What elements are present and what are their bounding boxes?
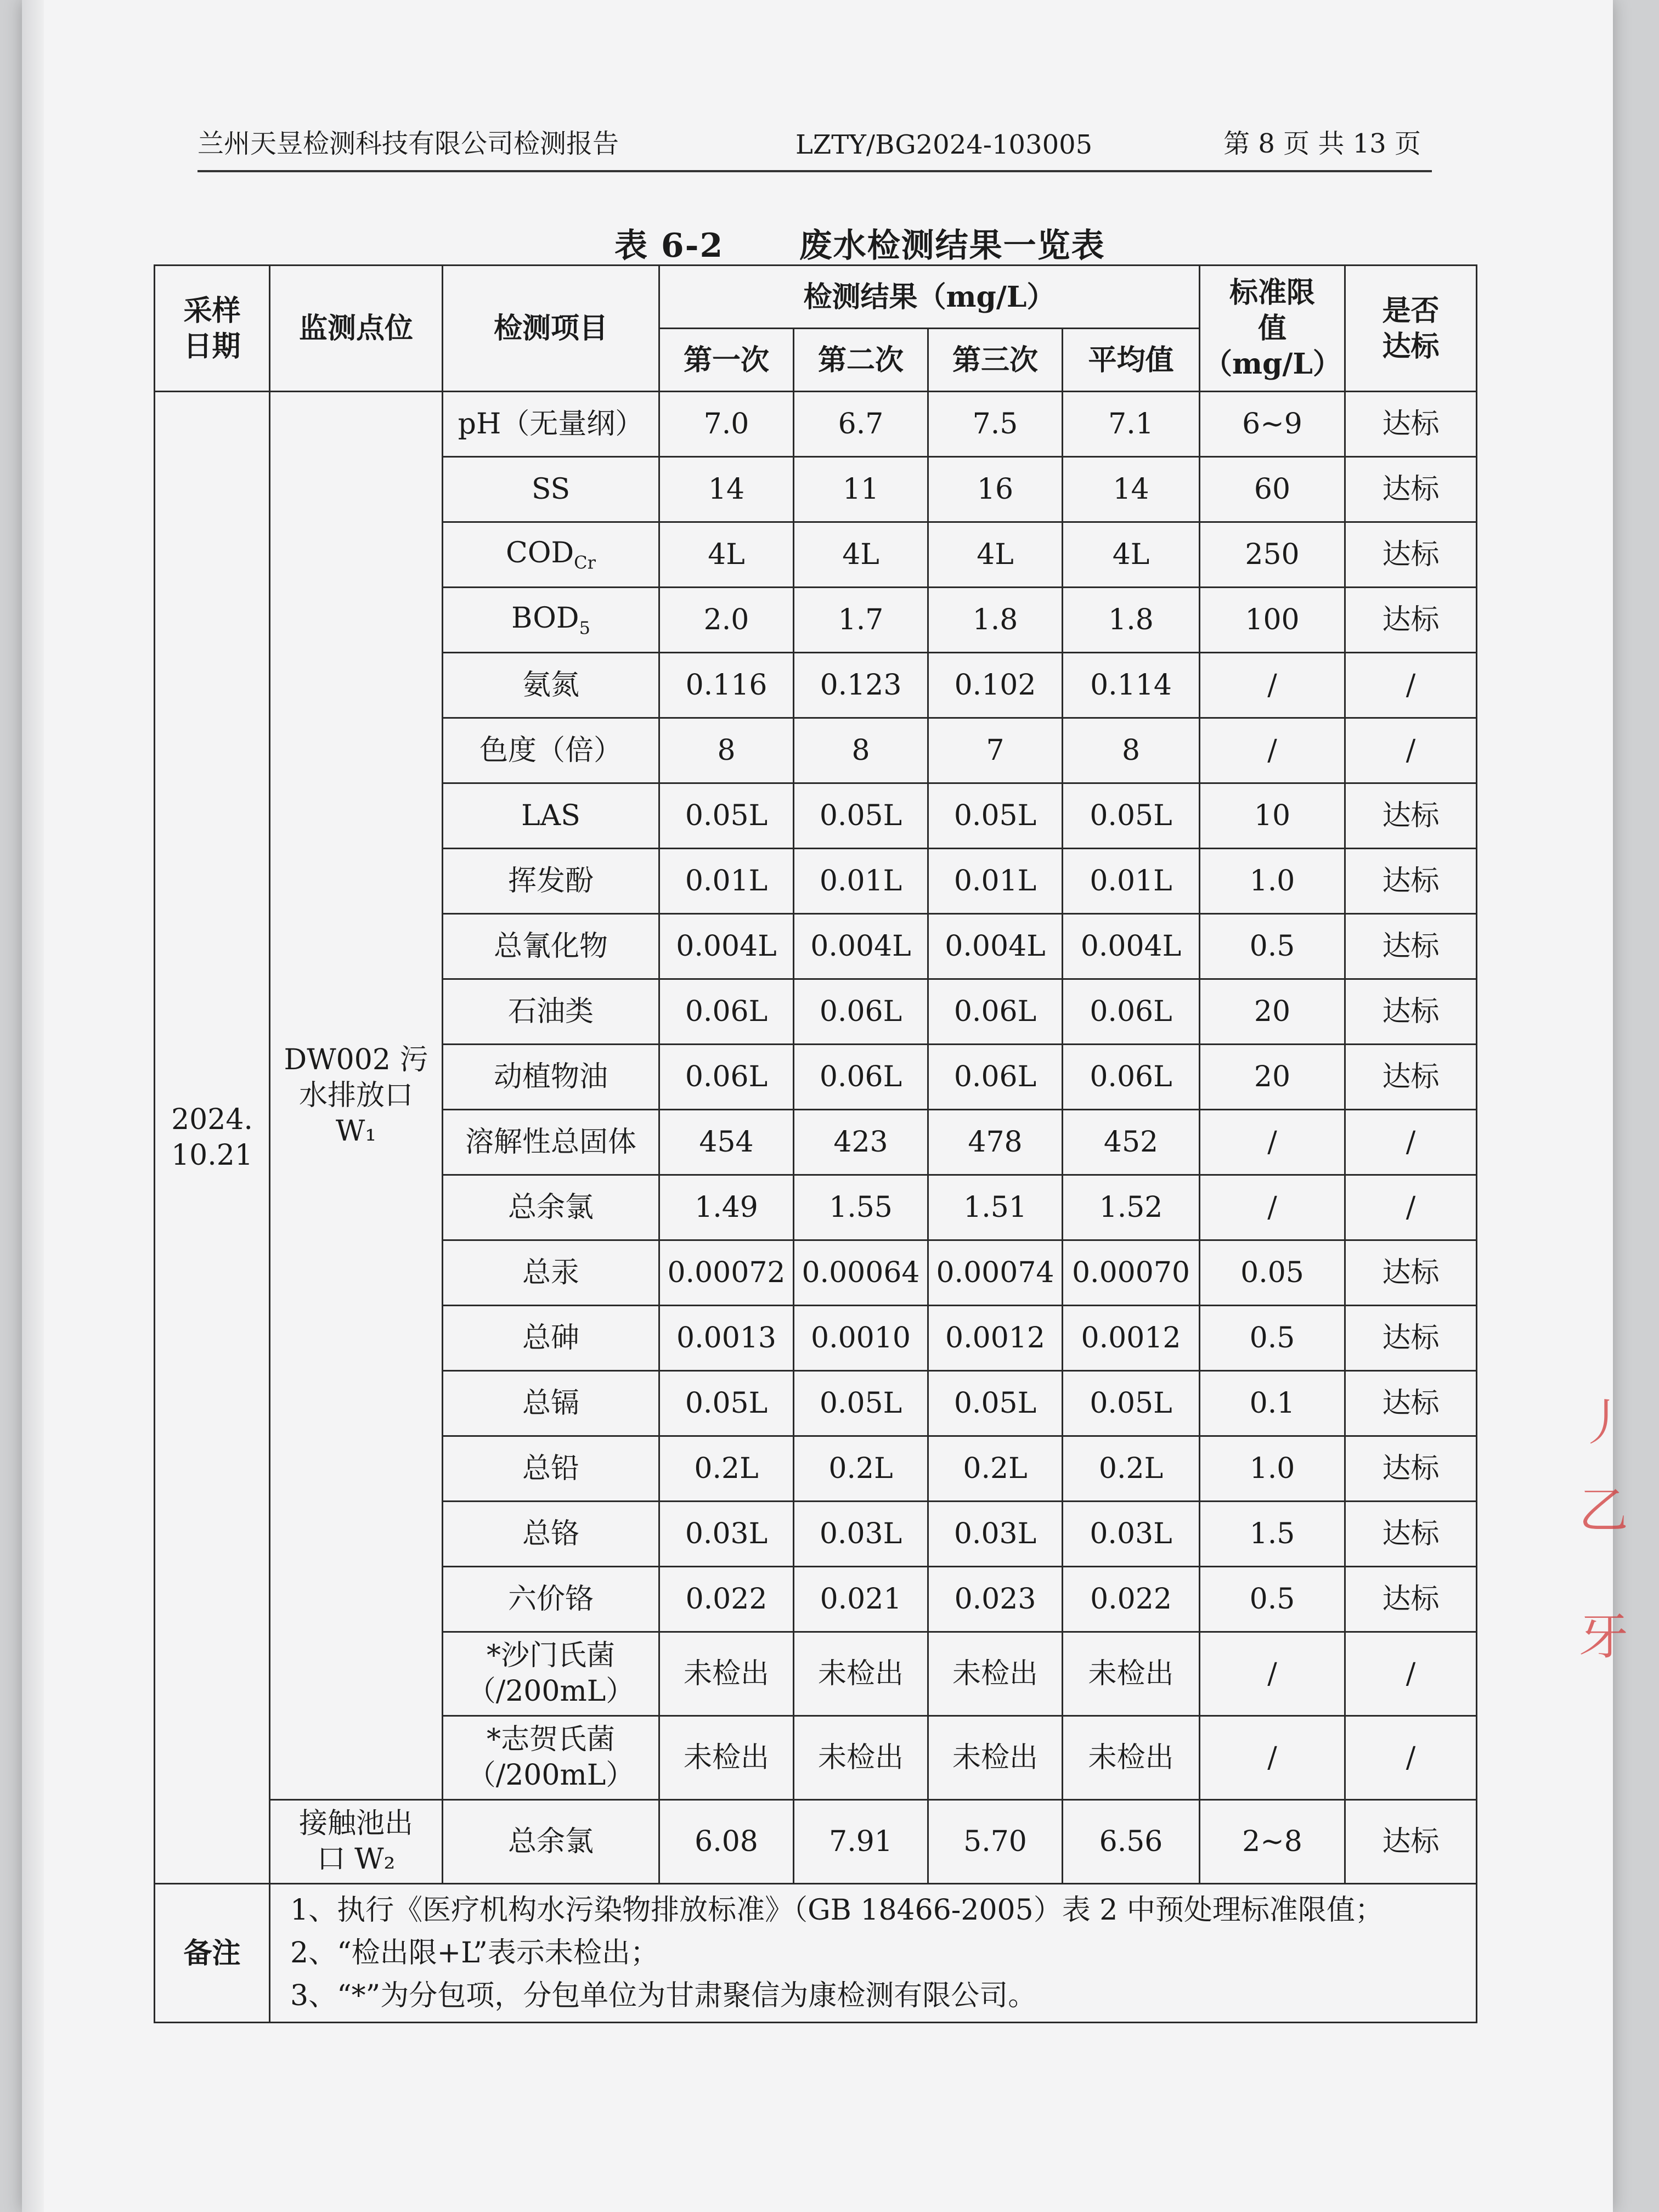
value-cell-v2: 0.05L bbox=[794, 1371, 928, 1436]
value-cell-v2: 8 bbox=[794, 718, 928, 783]
value-cell-v3: 未检出 bbox=[928, 1716, 1063, 1800]
header-third: 第三次 bbox=[928, 329, 1063, 392]
notes-label: 备注 bbox=[155, 1884, 270, 2023]
item-cell: 总氰化物 bbox=[443, 914, 659, 979]
item-cell: LAS bbox=[443, 783, 659, 849]
item-cell: pH（无量纲） bbox=[443, 392, 659, 457]
table-row-w2 bbox=[155, 1800, 1477, 1884]
document-page bbox=[22, 0, 1628, 2212]
value-cell-v1: 1.49 bbox=[659, 1175, 794, 1240]
item-cell: 总铅 bbox=[443, 1436, 659, 1502]
value-cell-avg: 452 bbox=[1063, 1110, 1200, 1175]
notes-content bbox=[270, 1884, 1477, 2023]
item-cell: 总砷 bbox=[443, 1306, 659, 1371]
value-cell-v1: 8 bbox=[659, 718, 794, 783]
value-cell-ok: 达标 bbox=[1345, 1045, 1477, 1110]
value-cell-ok: / bbox=[1345, 718, 1477, 783]
value-cell-std: 1.0 bbox=[1200, 1436, 1345, 1502]
header-date: 采样 日期 bbox=[155, 266, 270, 392]
value-cell-std: / bbox=[1200, 1110, 1345, 1175]
item-cell: 总汞 bbox=[443, 1240, 659, 1306]
value-cell-avg: 7.1 bbox=[1063, 392, 1200, 457]
value-cell-v3: 0.01L bbox=[928, 849, 1063, 914]
item-cell: $BOD_5$ bbox=[443, 588, 659, 653]
value-cell-avg: 0.05L bbox=[1063, 783, 1200, 849]
value-cell-std: 0.5 bbox=[1200, 914, 1345, 979]
value-cell-std: 0.5 bbox=[1200, 1306, 1345, 1371]
value-cell-ok: / bbox=[1345, 1716, 1477, 1800]
value-cell-avg: 1.52 bbox=[1063, 1175, 1200, 1240]
value-cell-avg: 0.114 bbox=[1063, 653, 1200, 718]
value-cell-avg: 1.8 bbox=[1063, 588, 1200, 653]
value-cell-v1: 0.022 bbox=[659, 1567, 794, 1632]
value-cell-v1: 0.05L bbox=[659, 1371, 794, 1436]
item-cell: SS bbox=[443, 457, 659, 522]
value-cell-v1: 0.00072 bbox=[659, 1240, 794, 1306]
value-cell-std: 20 bbox=[1200, 1045, 1345, 1110]
value-cell-avg: 0.06L bbox=[1063, 979, 1200, 1045]
item-cell: 六价铬 bbox=[443, 1567, 659, 1632]
wastewater-results-table bbox=[154, 264, 1477, 2023]
value-cell-v3: 0.102 bbox=[928, 653, 1063, 718]
w2-cell-v1: 6.08 bbox=[659, 1800, 794, 1884]
value-cell-ok: 达标 bbox=[1345, 914, 1477, 979]
red-stamp-fragment: 丿 乙 牙 bbox=[1579, 1394, 1628, 1666]
value-cell-std: 60 bbox=[1200, 457, 1345, 522]
value-cell-v2: 0.00064 bbox=[794, 1240, 928, 1306]
value-cell-std: 6~9 bbox=[1200, 392, 1345, 457]
value-cell-ok: 达标 bbox=[1345, 1436, 1477, 1502]
value-cell-v2: 未检出 bbox=[794, 1716, 928, 1800]
value-cell-v1: 未检出 bbox=[659, 1632, 794, 1716]
value-cell-v1: 0.06L bbox=[659, 979, 794, 1045]
value-cell-ok: / bbox=[1345, 653, 1477, 718]
header-results: 检测结果（mg/L） bbox=[659, 266, 1200, 329]
notes-row bbox=[155, 1884, 1477, 2023]
value-cell-avg: 0.0012 bbox=[1063, 1306, 1200, 1371]
value-cell-v2: 0.06L bbox=[794, 979, 928, 1045]
page-edge-shadow bbox=[22, 0, 44, 2212]
header-average: 平均值 bbox=[1063, 329, 1200, 392]
note-line: 1、执行《医疗机构水污染物排放标准》（GB 18466-2005）表 2 中预处理标准限值； bbox=[290, 1894, 1384, 1927]
value-cell-v3: 未检出 bbox=[928, 1632, 1063, 1716]
value-cell-v2: 0.004L bbox=[794, 914, 928, 979]
value-cell-v2: 0.01L bbox=[794, 849, 928, 914]
value-cell-v3: 0.06L bbox=[928, 979, 1063, 1045]
value-cell-ok: / bbox=[1345, 1632, 1477, 1716]
value-cell-std: 0.5 bbox=[1200, 1567, 1345, 1632]
value-cell-std: / bbox=[1200, 1632, 1345, 1716]
value-cell-v3: 4L bbox=[928, 522, 1063, 588]
value-cell-v2: 0.05L bbox=[794, 783, 928, 849]
value-cell-v2: 11 bbox=[794, 457, 928, 522]
sampling-date: 2024. 10.21 bbox=[155, 392, 270, 1884]
value-cell-std: 20 bbox=[1200, 979, 1345, 1045]
value-cell-v2: 1.55 bbox=[794, 1175, 928, 1240]
value-cell-avg: 0.00070 bbox=[1063, 1240, 1200, 1306]
value-cell-std: 0.05 bbox=[1200, 1240, 1345, 1306]
value-cell-ok: 达标 bbox=[1345, 979, 1477, 1045]
value-cell-v1: 0.116 bbox=[659, 653, 794, 718]
value-cell-std: 1.0 bbox=[1200, 849, 1345, 914]
value-cell-ok: / bbox=[1345, 1175, 1477, 1240]
value-cell-v1: 0.06L bbox=[659, 1045, 794, 1110]
value-cell-v1: 4L bbox=[659, 522, 794, 588]
w2-cell-v3: 5.70 bbox=[928, 1800, 1063, 1884]
value-cell-v1: 0.03L bbox=[659, 1502, 794, 1567]
report-header bbox=[198, 115, 1432, 172]
header-first: 第一次 bbox=[659, 329, 794, 392]
value-cell-v1: 7.0 bbox=[659, 392, 794, 457]
value-cell-v2: 未检出 bbox=[794, 1632, 928, 1716]
value-cell-v1: 2.0 bbox=[659, 588, 794, 653]
w2-cell-std: 2~8 bbox=[1200, 1800, 1345, 1884]
value-cell-ok: 达标 bbox=[1345, 1306, 1477, 1371]
value-cell-v2: 0.123 bbox=[794, 653, 928, 718]
value-cell-v3: 0.023 bbox=[928, 1567, 1063, 1632]
item-cell: 总铬 bbox=[443, 1502, 659, 1567]
value-cell-std: / bbox=[1200, 1716, 1345, 1800]
item-cell: *沙门氏菌 （/200mL） bbox=[443, 1632, 659, 1716]
value-cell-v3: 7 bbox=[928, 718, 1063, 783]
value-cell-ok: 达标 bbox=[1345, 522, 1477, 588]
value-cell-std: 1.5 bbox=[1200, 1502, 1345, 1567]
value-cell-v3: 16 bbox=[928, 457, 1063, 522]
note-line: 2、“检出限+L”表示未检出； bbox=[290, 1937, 659, 1970]
value-cell-v3: 1.51 bbox=[928, 1175, 1063, 1240]
value-cell-avg: 未检出 bbox=[1063, 1716, 1200, 1800]
value-cell-v1: 0.01L bbox=[659, 849, 794, 914]
value-cell-v1: 454 bbox=[659, 1110, 794, 1175]
value-cell-std: 10 bbox=[1200, 783, 1345, 849]
value-cell-v2: 0.2L bbox=[794, 1436, 928, 1502]
value-cell-std: 250 bbox=[1200, 522, 1345, 588]
item-cell: 溶解性总固体 bbox=[443, 1110, 659, 1175]
header-item: 检测项目 bbox=[443, 266, 659, 392]
value-cell-std: / bbox=[1200, 718, 1345, 783]
item-cell: $COD_{Cr}$ bbox=[443, 522, 659, 588]
item-cell: 氨氮 bbox=[443, 653, 659, 718]
report-number: LZTY/BG2024-103005 bbox=[795, 129, 1093, 160]
page-number: 第 8 页 共 13 页 bbox=[1223, 128, 1421, 159]
item-cell: *志贺氏菌 （/200mL） bbox=[443, 1716, 659, 1800]
value-cell-v1: 0.004L bbox=[659, 914, 794, 979]
value-cell-avg: 8 bbox=[1063, 718, 1200, 783]
w2-cell-ok: 达标 bbox=[1345, 1800, 1477, 1884]
value-cell-ok: 达标 bbox=[1345, 849, 1477, 914]
w2-cell-item: 总余氯 bbox=[443, 1800, 659, 1884]
value-cell-v3: 0.0012 bbox=[928, 1306, 1063, 1371]
value-cell-v3: 7.5 bbox=[928, 392, 1063, 457]
value-cell-v1: 0.05L bbox=[659, 783, 794, 849]
item-cell: 总镉 bbox=[443, 1371, 659, 1436]
value-cell-v1: 0.0013 bbox=[659, 1306, 794, 1371]
value-cell-v3: 478 bbox=[928, 1110, 1063, 1175]
value-cell-ok: 达标 bbox=[1345, 1502, 1477, 1567]
value-cell-v3: 0.06L bbox=[928, 1045, 1063, 1110]
value-cell-v2: 6.7 bbox=[794, 392, 928, 457]
monitoring-point-w2: 接触池出 口 W₂ bbox=[270, 1800, 443, 1884]
item-cell: 挥发酚 bbox=[443, 849, 659, 914]
value-cell-ok: 达标 bbox=[1345, 1371, 1477, 1436]
value-cell-avg: 0.004L bbox=[1063, 914, 1200, 979]
item-cell: 色度（倍） bbox=[443, 718, 659, 783]
value-cell-ok: 达标 bbox=[1345, 392, 1477, 457]
value-cell-v2: 0.0010 bbox=[794, 1306, 928, 1371]
value-cell-ok: 达标 bbox=[1345, 588, 1477, 653]
value-cell-v3: 1.8 bbox=[928, 588, 1063, 653]
value-cell-ok: 达标 bbox=[1345, 1240, 1477, 1306]
value-cell-ok: 达标 bbox=[1345, 1567, 1477, 1632]
value-cell-v2: 4L bbox=[794, 522, 928, 588]
value-cell-ok: 达标 bbox=[1345, 783, 1477, 849]
header-compliance: 是否 达标 bbox=[1345, 266, 1477, 392]
value-cell-v1: 14 bbox=[659, 457, 794, 522]
value-cell-v2: 0.06L bbox=[794, 1045, 928, 1110]
value-cell-v2: 423 bbox=[794, 1110, 928, 1175]
value-cell-std: 0.1 bbox=[1200, 1371, 1345, 1436]
value-cell-avg: 14 bbox=[1063, 457, 1200, 522]
value-cell-v2: 1.7 bbox=[794, 588, 928, 653]
value-cell-v1: 未检出 bbox=[659, 1716, 794, 1800]
item-cell: 石油类 bbox=[443, 979, 659, 1045]
value-cell-v3: 0.03L bbox=[928, 1502, 1063, 1567]
value-cell-v3: 0.00074 bbox=[928, 1240, 1063, 1306]
monitoring-point-w1: DW002 污 水排放口 W₁ bbox=[270, 392, 443, 1800]
w2-cell-v2: 7.91 bbox=[794, 1800, 928, 1884]
table-row bbox=[155, 392, 1477, 457]
value-cell-v3: 0.2L bbox=[928, 1436, 1063, 1502]
value-cell-v2: 0.021 bbox=[794, 1567, 928, 1632]
value-cell-v3: 0.05L bbox=[928, 783, 1063, 849]
item-cell: 总余氯 bbox=[443, 1175, 659, 1240]
value-cell-ok: 达标 bbox=[1345, 457, 1477, 522]
value-cell-std: 100 bbox=[1200, 588, 1345, 653]
header-second: 第二次 bbox=[794, 329, 928, 392]
note-line: 3、“*”为分包项，分包单位为甘肃聚信为康检测有限公司。 bbox=[290, 1979, 1037, 2012]
w2-cell-avg: 6.56 bbox=[1063, 1800, 1200, 1884]
header-standard: 标准限 值 （mg/L） bbox=[1200, 266, 1345, 392]
value-cell-avg: 0.022 bbox=[1063, 1567, 1200, 1632]
value-cell-v3: 0.05L bbox=[928, 1371, 1063, 1436]
value-cell-avg: 0.01L bbox=[1063, 849, 1200, 914]
value-cell-v2: 0.03L bbox=[794, 1502, 928, 1567]
company-name: 兰州天昱检测科技有限公司检测报告 bbox=[198, 128, 619, 159]
item-cell: 动植物油 bbox=[443, 1045, 659, 1110]
value-cell-avg: 0.06L bbox=[1063, 1045, 1200, 1110]
header-point: 监测点位 bbox=[270, 266, 443, 392]
value-cell-avg: 4L bbox=[1063, 522, 1200, 588]
value-cell-std: / bbox=[1200, 1175, 1345, 1240]
value-cell-v1: 0.2L bbox=[659, 1436, 794, 1502]
value-cell-avg: 0.2L bbox=[1063, 1436, 1200, 1502]
table-title: 表 6-2 废水检测结果一览表 bbox=[614, 227, 1105, 265]
value-cell-avg: 未检出 bbox=[1063, 1632, 1200, 1716]
value-cell-ok: / bbox=[1345, 1110, 1477, 1175]
value-cell-avg: 0.03L bbox=[1063, 1502, 1200, 1567]
value-cell-avg: 0.05L bbox=[1063, 1371, 1200, 1436]
value-cell-std: / bbox=[1200, 653, 1345, 718]
value-cell-v3: 0.004L bbox=[928, 914, 1063, 979]
